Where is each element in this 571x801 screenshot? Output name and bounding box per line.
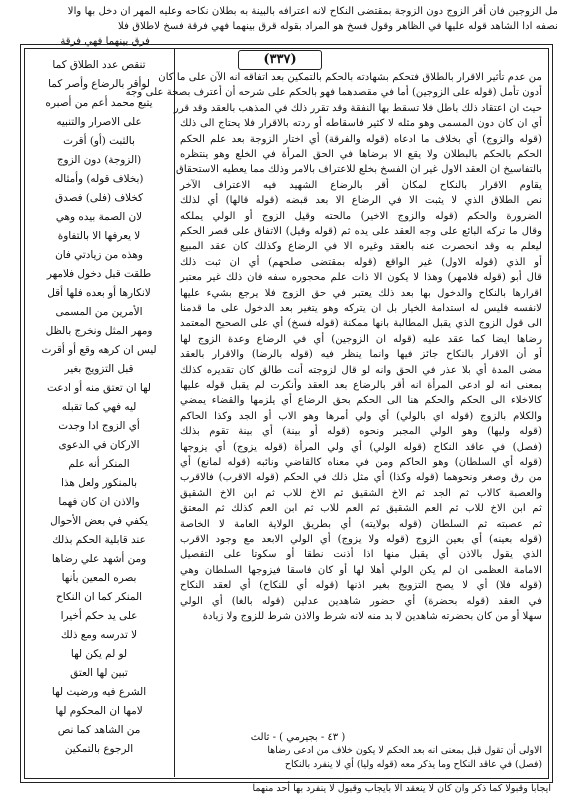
main-text-line: يقاوم الاقرار بالنكاح لمكان أقر بالرضاع الشهيد فيه الاعتراف الآخر: [180, 179, 542, 191]
margin-note-line: ومهر المثل ونخرج بالظل: [45, 325, 153, 337]
main-text-line: أو الذي (قوله الاول) غير الواقع (قوله بمقتضى صلحهم) أي ان ثبت ذلك: [180, 256, 542, 268]
main-text-line: أدون تأمل (قوله على الزوجين) أما في مقصدهما فهو بالحكم على شرحه أن أعترف بصحة على وجه: [125, 87, 542, 99]
main-text-line: (فصل) في عاقد النكاح (قوله الولي) أي ولي المرأة (قوله يزوج) أي يزوجها: [180, 441, 542, 453]
main-text-line: (قوله والزوج) أي بخلاف ما ادعاه (قوله والفرقة) أي اختار الزوجة بعد علم الحكم: [180, 133, 542, 145]
margin-note-line: لامها ان المحكوم لها: [55, 705, 143, 717]
margin-note-line: من الشاهد كما نص: [57, 724, 141, 736]
main-text-line: ليعلم به وقد انحصرت عنه بالعقد وغيره الا في الرضاع وكذلك كان عقد المبيع: [180, 241, 542, 253]
margin-note-line: لوأقر بالرضاع وأصر كما: [48, 78, 150, 90]
margin-note-line: أي الزوج ادا وجدت: [58, 420, 140, 432]
main-text-line: من عدم تأثير الاقرار بالطلاق فتحكم بشهادته بالحكم بالتمكين بعد اتفاقه انه الآن على ما كان: [158, 72, 542, 83]
margin-note-line: طلقت قبل دخول فلامهر: [46, 268, 152, 280]
margin-note-line: وهذه من زيادتي فان: [55, 249, 143, 261]
header-line-1: مل الزوجين فان أقر الزوج دون الزوجة بمقتضى النكاح لانه اعترافه بالبينة به بطلان نكاحه وعليه المهر ان دخل بها والا: [67, 6, 558, 17]
margin-note-line: (الزوجة) دون الزوج: [56, 154, 142, 166]
main-text-line: ثم عصبته ثم السلطان (قوله بولايته) أي بطريق الولاية العامة لا الخاصة: [180, 518, 542, 530]
header-line-3: فرق بينهما فهي فرقة: [60, 36, 150, 47]
margin-note-line: الاركان في الدعوى: [58, 439, 140, 451]
margin-note-line: المنكر كما ان النكاح: [55, 591, 142, 603]
margin-note-line: لانكارها أو بعده فلها أقل: [47, 287, 151, 299]
main-text-line: من رق وصغر ونحوهما (قوله وكذا) أي مثل ذلك في الحكم (قوله الاقرب) فالاقرب: [180, 472, 542, 484]
main-text-line: نص الطلاق الذي لا يثبت الا في الرضاع الا بعد قبضه (قوله قالها) أي لذلك: [180, 195, 542, 207]
main-text-line: الذي يقول بالاذن أي يقبل منها اذا أذنت نطقا أو سكوتا على التفصيل: [180, 549, 542, 561]
main-text-line: أي ان كان دون المسمى وهو مثله لا كثير فاسقاطه أو ردته بالاقرار فلا يحتاج الى ذلك: [180, 118, 542, 130]
footer-line: (فصل) في عاقد النكاح وما يذكر معه (قوله وليا) أي لا ينفرد بالنكاح: [284, 759, 542, 770]
main-text-line: أو أن الاقرار بالنكاح جائز فيها وانما ينظر فيه (قوله بالرضا) والاقرار بالعقد: [180, 349, 542, 361]
main-text-line: بمعنى انه لو ادعى المرأة انه أقر بالرضاع بعد العقد وأنكرت لم يقبل قوله عليها: [180, 380, 542, 391]
main-text-line: والكلام بالزوج (قوله اي بالولي) أي ولي أمرها وهو الاب أو الجد وكذا الحاكم: [180, 410, 542, 422]
main-text-line: (قوله بعينه) أي بعين الزوج (قوله ولا يزوج) أي الولي الابعد مع وجود الاقرب: [180, 534, 542, 545]
main-text-line: الى قول الزوج الذي يقبل المطالبة بانها ممكنة (قوله فسخ) أي على الصحيح المعتمد: [180, 318, 542, 330]
margin-note-line: على الاصرار والتنبيه: [56, 116, 142, 128]
margin-note-line: قبل التزويج بغير: [64, 363, 134, 375]
bottom-margin-line: ايجابا وقبولا كما ذكر وان كان لا ينعقد الا بايجاب وقبول لا ينفرد بها أحد منهما: [252, 783, 551, 794]
main-text-line: الحكم بالحكم بالبطلان ولا يقع الا برضاها في الحق المرأة في الخلع وهو ينتظره: [180, 149, 542, 160]
margin-note-line: الأمرين من المسمى: [55, 306, 143, 318]
margin-note-line: الرجوع بالتمكين: [64, 743, 134, 755]
margin-note-line: (بخلاف قوله) وأمثاله: [54, 173, 144, 185]
main-text-line: (قوله أي السلطان) وهو الحاكم ومن في معناه كالقاضي ونائبه (قوله لمانع) أي: [180, 457, 542, 468]
main-text-line: سهلا أو من كان بحضرته شاهدين لا بد منه لانه شرط والاذن شرط للزوج ولا زيادة: [202, 611, 542, 622]
main-text-line: بالتفاسيخ ان العقد الاول غير ان الفسخ بخلع للاعتراف بالامر وذلك مما يعطيه الاستحقاق: [176, 164, 542, 176]
margin-note-line: ليس ان كرهه وقع أو أقرت: [41, 344, 157, 356]
margin-note-line: لا تدرسه ومع ذلك: [60, 629, 138, 641]
margin-note-line: تبين لها العتق: [70, 667, 128, 679]
margin-note-line: يتبع محمد أعم من أصبره: [45, 97, 153, 109]
margin-note-line: بالثبت (أو) أقرت: [63, 135, 135, 147]
margin-note-line: ليه فهي كما تقبله: [61, 401, 137, 413]
margin-note-line: يكفي في بعض الأحوال: [50, 515, 148, 527]
margin-note-line: لو لم يكن لها: [70, 648, 128, 660]
main-text-line: اقرارها بالنكاح والدخول بها بعد ذلك يعتبر في حق الزوج فلا يرجع بشيء عليها: [180, 287, 542, 299]
margin-note-line: بصره المعين بأنها: [61, 572, 137, 584]
margin-note-line: لا يعرفها الا بالتفاوة: [57, 230, 141, 242]
margin-note-line: لان الصمة بيده وهي: [55, 211, 143, 223]
margin-commentary: [26, 52, 174, 772]
footer: [178, 731, 544, 775]
main-text-line: قال أبو (قوله فلامهر) وهذا لا يكون الا ذات علم محجوره سفه فان ذلك غير معتبر: [180, 272, 542, 284]
header-line-2: نصفه ادا الشاهد قوله عليها في الظاهر وقول فسخ هو المراد بقوله قرق بينهما فهي فرقة فسخ لاطلاق فلا: [118, 21, 558, 32]
main-text-line: لانفسه فليس له استدامة الخيار بل ان يتركه وهو يتغير بعد الدخول على ما قدمنا: [180, 303, 542, 314]
margin-note-line: لها ان تعتق منه أو ادعت: [47, 382, 151, 394]
margin-note-line: المنكر أنه علم: [68, 458, 130, 470]
main-text-line: مضى المدة أي بلا عذر في الحق وانه لو قال لزوجته أنت طالق كان تقديره كذلك: [180, 364, 542, 376]
margin-note-line: تنقص عدد الطلاق كما: [52, 59, 146, 71]
printer-signature: ( ٤٣ - بجيرمي ) - ثالث: [238, 731, 358, 745]
main-text-line: وقال ما تركه البائع على وجه العقد على يده ثم (قوله وقيل) الاتفاق على قصر الحكم: [180, 226, 542, 237]
page-number: (٣٣٧): [238, 50, 322, 70]
column-divider: [174, 48, 175, 777]
margin-note-line: كخلاف (فلى) فصدق: [55, 192, 143, 204]
margin-note-line: ومن أشهد علي رضاها: [51, 553, 147, 565]
footer-line: الاولى أن تقول قبل بمعنى انه بعد الحكم لا يكون خلاف من ادعى رضاها: [267, 745, 542, 756]
main-text-line: في العقد (قوله بحضرة) أي حضور شاهدين عدلين (قوله بالغا) أي الولي: [180, 595, 542, 607]
main-text: [125, 70, 544, 772]
margin-note-line: على يد حكم أخيرا: [60, 610, 138, 622]
main-text-line: كالاخلاء الى الحكم والحكم هنا الى الحكم بحق الرضاع أي يلزمها والقضاء يمضي: [180, 395, 542, 407]
main-text-line: حيث ان اعتقاد ذلك باطل فلا تسقط بها النفقة وقد تقرر ذلك في المذهب بالعقد وقد قرر: [173, 102, 542, 114]
margin-note-line: عند قابلية الحكم بذلك: [52, 534, 146, 546]
main-text-line: الضرورة والحكم (قوله والزوج الاخير) مالحته وقيل الزوج أو الولي يملكه: [180, 210, 542, 222]
main-text-line: الامامة العظمى ان لم يكن الولي أهلا لها أو كان فاسقا فيزوجها السلطان وهي: [180, 564, 542, 576]
bottom-margin-note: [20, 782, 551, 796]
main-text-line: ثم ابن الاخ للاب ثم العم الشقيق ثم العم للاب ثم ابن العم كذلك ثم المعتق: [180, 503, 542, 515]
margin-note-line: الشرع فيه ورضيت لها: [51, 686, 147, 698]
margin-note-line: والاذن ان كان فهما: [58, 496, 140, 508]
main-text-line: (قوله وليها) وهو الولي المجبر ونحوه (قوله أو بينة) أي بينة تقوم بذلك: [180, 426, 542, 438]
main-text-line: (قوله فلا) أي لا يصح التزويج بغير اذنها (قوله أي للنكاح) أي لعقد النكاح: [180, 580, 542, 592]
main-text-line: والعصبة كالاب ثم الجد ثم الاخ الشقيق ثم الاخ للاب ثم ابن الاخ الشقيق: [180, 487, 542, 499]
main-text-line: رضاها ايضا كما عقد عليه (قوله ان الزوجين) أي في الرضاع وعدة الزوج لها: [180, 333, 542, 345]
margin-note-line: بالمنكور ولعل هذا: [61, 477, 137, 489]
